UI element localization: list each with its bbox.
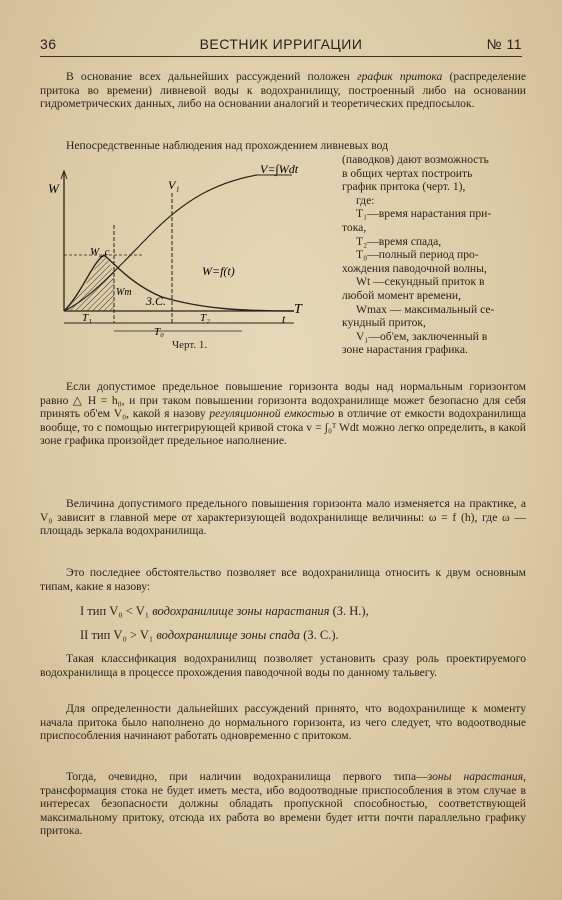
legend-line: тока, xyxy=(342,220,367,234)
legend-line: (паводков) дают возможность xyxy=(342,153,489,166)
journal-title: ВЕСТНИК ИРРИГАЦИИ xyxy=(199,36,363,52)
page-number: 36 xyxy=(40,36,57,52)
legend-line: T₀—полный период про- xyxy=(356,248,479,262)
figure-legend xyxy=(342,153,526,357)
intro-paragraph xyxy=(40,70,526,111)
para3-text: Это последнее обстоятельство позволяет все водохранилища относить к двум основным типам, какие я назову: xyxy=(40,566,526,593)
type-2-line xyxy=(80,628,339,643)
para6-text-b: , трансформация стока не будет иметь места, ибо водоотводные приспособления в этом случае в интересах безопасности должны обладать пропускной способностью, соответствующей максимальному притоку, отсюда их работа во времени будет итти почти параллельно графику притока. xyxy=(40,770,526,838)
integral-curve xyxy=(64,175,257,311)
type1-text-b: (З. Н.), xyxy=(329,604,369,618)
type2-text-a: II тип V₀ > V₁ xyxy=(80,628,157,642)
label-t0: T₀ xyxy=(154,326,164,338)
type1-emphasis: водохранилище зоны нарастания xyxy=(152,604,330,618)
label-sc: 3.С. xyxy=(146,294,167,308)
label-integral: V=∫Wdt xyxy=(260,163,299,176)
type1-text-a: I тип V₀ < V₁ xyxy=(80,604,153,618)
para6-emphasis: зоны нарастания xyxy=(427,770,524,783)
type-1-line xyxy=(80,604,369,619)
legend-line: кундный приток, xyxy=(342,316,426,330)
type2-text-b: (З. С.). xyxy=(300,628,339,642)
legend-line: где: xyxy=(356,193,375,207)
legend-line: график притока (черт. 1), xyxy=(342,180,466,194)
label-T: T xyxy=(294,302,302,317)
legend-line: V₁—об'ем, заключенный в xyxy=(356,329,488,343)
issue-number: № 11 xyxy=(486,36,522,52)
para1-text-b: в отличие от емкости водохранилища вообще, то с помощью интегрирующей кривой стока v = ∫₀ᵀ Wdt можно легко определить, в какой зоне графика произойдет предельное наполнение. xyxy=(40,407,526,448)
legend-line: хождения паводочной волны, xyxy=(342,261,487,275)
para1-text-a: Если допустимое предельное повышение горизонта воды над нормальным горизонтом равно △ H = h₀, и при таком повышении горизонта водохранилище может безопасно для себя принять об'ем V₀, какой я назову xyxy=(40,380,526,421)
paragraph-classification xyxy=(40,652,526,679)
para4-text: Такая классификация водохранилищ позволяет установить сразу роль проектируемого водохранилища в процессе прохождения паводочной воды по данному тальвегу. xyxy=(40,652,526,679)
para6-text-a: Тогда, очевидно, при наличии водохранилища первого типа— xyxy=(66,770,428,783)
legend-line: любой момент времени, xyxy=(342,288,462,302)
label-t: t xyxy=(282,312,286,326)
type2-emphasis: водохранилище зоны спада xyxy=(156,628,301,642)
legend-line: зоне нарастания графика. xyxy=(342,343,468,357)
label-wc: W_c xyxy=(90,246,110,258)
intro-text-a: В основание всех дальнейших рассуждений положен xyxy=(66,70,358,83)
figure-caption: Черт. 1. xyxy=(172,339,208,351)
label-wfunc: W=f(t) xyxy=(202,264,235,278)
paragraph-conclusion xyxy=(40,770,526,838)
legend-line: T₁—время нарастания при- xyxy=(356,207,492,221)
observations-lead xyxy=(40,139,526,153)
inflow-hydrograph xyxy=(42,163,338,363)
label-t2: T₂ xyxy=(200,312,210,324)
intro-text-b: (распределение притока во времени) ливневой воды к водохранилищу, построенный либо на основании гидрометрических данных, либо на основании аналогий и теоретических предпосылок. xyxy=(40,70,527,111)
paragraph-types-intro xyxy=(40,566,526,593)
figure-1 xyxy=(42,163,338,363)
paragraph-limit xyxy=(40,497,526,538)
legend-line: в общих чертах построить xyxy=(342,166,473,180)
para2-text: Величина допустимого предельного повышения горизонта мало изменяется на практике, а V₀ зависит в главной мере от характеризующей водохранилище величины: ω = f (h), где ω — площадь зеркала водохранилища. xyxy=(40,497,526,538)
legend-line: Wmax — максимальный се- xyxy=(356,302,495,316)
intro-emphasis: график притока xyxy=(357,70,443,83)
observations-lead-text: Непосредственные наблюдения над прохождением ливневых вод xyxy=(66,139,389,152)
label-wm: Wm xyxy=(116,287,132,298)
label-v1: V₁ xyxy=(168,178,180,192)
page-header xyxy=(40,34,522,57)
legend-line: Wt —секундный приток в xyxy=(356,275,485,289)
para1-emphasis: регуляционной емкостью xyxy=(209,407,335,421)
label-w: W xyxy=(48,181,59,196)
label-t1: T₁ xyxy=(82,312,92,324)
legend-line: T₂—время спада, xyxy=(356,234,442,248)
para5-text: Для определенности дальнейших рассуждений принято, что водохранилище к моменту начала притока было наполнено до нормального горизонта, из чего следует, что водоотводные приспособления начинают работать одновременно с притоком. xyxy=(40,702,526,743)
paragraph-definiteness xyxy=(40,702,526,743)
paragraph-capacity xyxy=(40,380,526,448)
